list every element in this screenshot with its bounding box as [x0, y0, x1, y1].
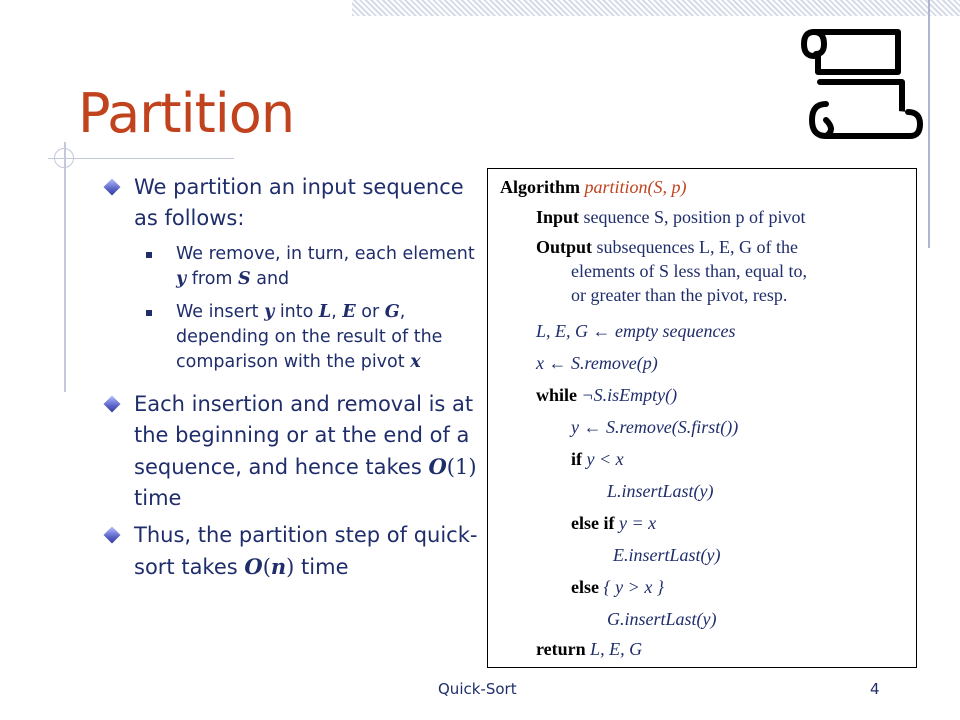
algo-text: E.insertLast(y) — [613, 545, 721, 565]
footer-label: Quick-Sort — [438, 680, 517, 698]
diamond-bullet-icon — [104, 527, 121, 544]
algo-text: elements of S less than, equal to, — [571, 261, 807, 281]
algo-line — [571, 261, 807, 282]
sub-text: from — [186, 269, 239, 289]
sub-text: , — [331, 302, 343, 322]
sub-text: or — [355, 302, 385, 322]
bullet-list — [104, 172, 484, 589]
math-var: x — [410, 352, 421, 372]
bullet-text: Each insertion and removal is at the beginning or at the end of a sequence, and hence takes — [134, 392, 474, 479]
algo-line — [613, 545, 721, 566]
sub-bullet-item — [134, 300, 484, 375]
bullet-text: time — [134, 486, 182, 510]
bullet-item: Thus, the partition step of quick-sort takes O(n) time — [104, 520, 484, 583]
algo-text: partition(S, p) — [584, 177, 687, 197]
algo-line — [536, 639, 642, 660]
algo-line — [536, 321, 735, 342]
algo-keyword: while — [536, 385, 578, 405]
bullet-text: Thus, the partition step of quick-sort takes — [134, 523, 478, 579]
frame-line-left — [64, 142, 66, 392]
sub-text: We insert — [176, 302, 265, 322]
frame-line-right — [928, 0, 930, 248]
algo-line — [536, 385, 677, 406]
algo-text: sequence S, position p of pivot — [583, 207, 806, 227]
sub-text: into — [274, 302, 319, 322]
algo-text: L.insertLast(y) — [607, 481, 714, 501]
algo-text: ¬S.isEmpty() — [581, 385, 678, 405]
algo-line — [571, 285, 787, 306]
algo-line — [536, 353, 658, 374]
algo-line — [571, 577, 664, 598]
bullet-item — [104, 172, 484, 375]
sub-text: and — [250, 269, 290, 289]
math-var: L — [318, 302, 332, 322]
frame-ring — [54, 148, 74, 168]
algo-line — [500, 177, 687, 198]
algo-text: or greater than the pivot, resp. — [571, 285, 788, 305]
bullet-item — [104, 389, 484, 514]
algo-line — [571, 417, 738, 438]
bullet-text: time — [294, 555, 349, 579]
algo-keyword: else if — [571, 513, 615, 533]
sub-bullet-item — [134, 242, 484, 292]
math-var: O — [428, 454, 447, 479]
algo-text: y < x — [586, 449, 624, 469]
math-var: O — [244, 554, 263, 579]
sub-text: We remove, in turn, each element — [176, 244, 475, 264]
algo-text: L, E, G ← empty sequences — [536, 321, 736, 341]
algo-keyword: return — [536, 639, 586, 659]
diamond-bullet-icon — [104, 396, 121, 413]
math-var: y — [176, 269, 187, 289]
algorithm-box — [487, 168, 917, 668]
algo-keyword: Input — [536, 207, 580, 227]
math-var: n — [270, 554, 287, 579]
math-arg: (1) — [446, 455, 477, 479]
algo-keyword: else — [571, 577, 599, 597]
bullet-text: We partition an input sequence as follows: — [134, 175, 464, 230]
algo-line — [536, 237, 798, 258]
diamond-bullet-icon — [104, 179, 121, 196]
math-var: E — [342, 302, 356, 322]
sub-text: , depending on the result of the comparison with the pivot — [176, 302, 443, 372]
sub-bullet-list — [134, 242, 484, 375]
algo-text: L, E, G — [590, 639, 643, 659]
math-var: G — [384, 302, 400, 322]
algo-text: y ← S.remove(S.first()) — [571, 417, 739, 437]
math-var: y — [264, 302, 275, 322]
algo-text: subsequences L, E, G of the — [596, 237, 798, 257]
algo-line — [607, 609, 717, 630]
slide-title: Partition — [78, 82, 295, 145]
algo-keyword: Output — [536, 237, 593, 257]
header-hatch-band — [352, 0, 960, 16]
algo-text: { y > x } — [603, 577, 665, 597]
page-number: 4 — [870, 680, 880, 698]
algo-text: y = x — [618, 513, 657, 533]
algo-line — [571, 449, 624, 470]
algo-line — [571, 513, 656, 534]
algo-line — [607, 481, 714, 502]
square-bullet-icon — [146, 310, 152, 316]
frame-line-title — [48, 158, 234, 159]
algo-keyword: Algorithm — [500, 177, 580, 197]
scroll-icon — [798, 20, 923, 160]
algo-text: x ← S.remove(p) — [536, 353, 658, 373]
square-bullet-icon — [146, 252, 152, 258]
algo-keyword: if — [571, 449, 582, 469]
algo-text: G.insertLast(y) — [607, 609, 717, 629]
algo-line — [536, 207, 806, 228]
math-var: S — [238, 269, 251, 289]
